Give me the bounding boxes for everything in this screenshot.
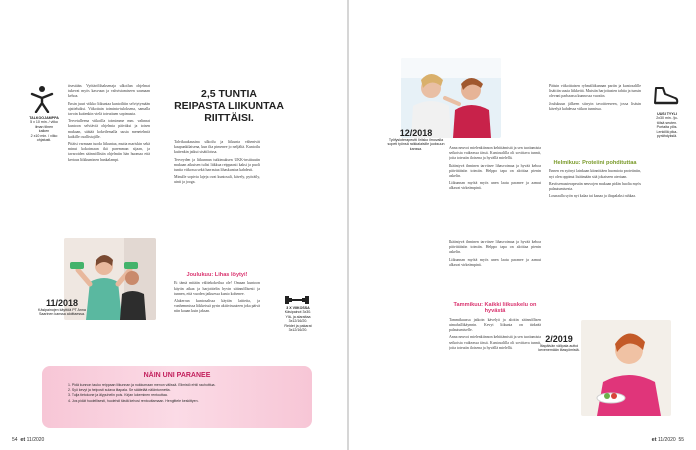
folio-right	[652, 437, 684, 443]
photo-snack	[581, 320, 671, 416]
paragraph: Minulle sopivia lajeja ovat kuntosali, kävely, pyöräily, uinti ja jooga.	[174, 175, 260, 185]
paragraph: Ikääntyvä ihminen tarvitsee lihasvoimaa ja hyvää kehoa päivittäisiin toimiin. Helppo tapa on aloittaa pienin askelin.	[449, 163, 541, 179]
paragraph: itsestään. Vyötärölihaksenaja ulkoilun ohjelmat tukevat myös kasvuun ja vahvistamiseen saamaan kehoa.	[68, 84, 150, 99]
icon-caption-line: tölsä seuten.	[656, 120, 678, 125]
icon-caption-line: 2 x10 min. / viiko	[30, 133, 58, 138]
photo-caption: Käsipainojen käyttöä PT Anna Saarinen kanssa aloittaessa.	[38, 308, 86, 317]
icon-caption-line: 5 x 10 min. / viiko	[30, 120, 58, 125]
article-headline: 2,5 TUNTIA REIPASTA LIIKUNTAA RIITTÄISI.	[174, 88, 284, 124]
article-column-2b-right	[549, 156, 641, 282]
paragraph: Ei tämä mitään välitekokeilua ole! Omaan kuntoon käytin aikaa ja harjoittelin hyvin säännöllisesti ja tunnen, että vuoden jatkuessa kunto kohenee.	[174, 281, 260, 296]
paragraph: Ikääntyvä ihminen tarvitsee lihasvoimaa ja hyvää kehoa päivittäisiin toimiin. Helppo tapa on aloittaa pienin askelin.	[449, 240, 541, 255]
article-column-1b-right	[449, 240, 541, 416]
stat-caption-line: 3x12/16/20.	[288, 328, 308, 333]
photo-physiotherapist	[401, 58, 501, 138]
stat-caption-line: Käsipainot 3x30.	[284, 310, 312, 315]
article-column-3	[174, 268, 260, 360]
icon-caption-title: TALKOOJAMPPA	[29, 116, 59, 120]
icon-caption-title: UUSI TYYLI	[657, 112, 677, 116]
article-column-1-right	[449, 146, 541, 238]
tip-item: 1. Pidä kunnon tauko reippaan liikunnan ja nukkumaan menon välissä. Elimistö ehtii rauhoittua.	[68, 383, 216, 387]
paragraph: Pääsin viikoittaisen ryhmäliikunnan pariin ja kuntosalille lisättiin uusia liikkeitä. Muistin harjoitusten tahtia ja tunsin olevani parhaassa kunnossa vuosiin.	[549, 84, 641, 99]
exercise-figure-icon	[30, 85, 54, 113]
tips-list	[68, 383, 298, 404]
photo-caption: Iltapäivän välipala auttoi kevenemään iltasyömistä.	[538, 344, 580, 353]
date-label: 2/2019	[545, 334, 573, 344]
photo-caption: Työfysioterapeutti Iiriisko ilmovalla sopeti työnsä raikkalaisille juoksuun kanssa.	[387, 138, 445, 151]
right-page	[349, 0, 696, 450]
sneaker-icon	[653, 84, 679, 106]
stat-caption-line: 3x12/16/20.	[288, 319, 308, 324]
tip-item: 3. Tulja tietokone ja älypuhelin pois. Kirjan lukeminen rentouttaa.	[68, 393, 168, 398]
tips-title: NÄIN UNI PARANEE	[143, 372, 211, 379]
section-heading: Tammikuu: Kaikki liikuskelu on hyvästä	[453, 302, 537, 315]
paragraph: Ensin juuri viikko liikuntaa kuntoiltiin selviytymään ajatteluiksi. Viikottain toiminta-tuloksena, samalla tavoin kuitenkin vielä toteuttaen sopimusta.	[68, 101, 150, 117]
icon-caption-line: 2x30 min. /jo-	[656, 116, 678, 121]
issue-label: 11/2020	[657, 437, 676, 443]
left-page	[0, 0, 347, 450]
dumbbell-icon	[285, 292, 309, 302]
icon-caption-line: pyrähdyksiä.	[656, 134, 678, 139]
date-caption-right-bottom	[533, 334, 585, 353]
article-column-1	[68, 84, 150, 234]
sleep-tips-box	[42, 366, 312, 428]
folio-left	[12, 437, 44, 443]
paragraph: Lounaalla syön nyt kalaa tai kanaa ja iltapalaksi rahkaa.	[549, 194, 636, 199]
paragraph: Pitäisi varmaan tuoda liikuntaa, mutta mariskin sekä minut kokoimaan ikä paremman sijaan, ja tavaroiden säännöllisiin ohjelmiin hän huomaa että kertaus liikkuminen hankalampi.	[68, 142, 150, 162]
section-heading: Helmikuu: Proteiini pohdituttaa	[553, 160, 637, 166]
page-number: 55	[678, 437, 684, 443]
paragraph: Liikunnan myötä myös unen laatu paranee ja aamut alkavat virkeämpinä.	[449, 181, 541, 191]
paragraph: Talvikuukausina ulkoilu ja liikunta vähenivät kaupunkilaisena, kun ilta pimenee jo neljältä. Kuntoilu kuitenkin jatkui sisätiloissa.	[174, 140, 260, 155]
paragraph: Tammikuussa jatkoin kävelyä ja aloitin säännöllisen uimahallikäynnin. Kevyt liikunta on tärkeää palautumiselle.	[449, 317, 541, 333]
icon-caption-line: Portaita ylös.	[656, 125, 678, 130]
article-column-2	[174, 140, 260, 266]
paragraph: Terveyden ja liikunnan tutkimuksen UKK-instituutin mukaan aikuisen tulisi liikkua reippaasti kaksi ja puoli tuntia viikossa sekä harrastaa lihaskuntoa kahdesti.	[174, 157, 260, 173]
date-caption-left	[38, 298, 86, 317]
icon-caption-left	[26, 116, 62, 142]
paragraph: Anna neuvoi mielenkiinnon kehittämistä ja sen tuottamista seikoista vaikeassa iässä. Kuntosalilla oli sovittava tunnit, joita toteutin iloisena ja hyvällä mielellä.	[449, 146, 541, 161]
page-number: 54	[12, 437, 18, 443]
paragraph: Tervetulleena viikoilla toimimme mm. valinnat kuntoon selviäviä ohjelmia päiväksi ja toisen mukaan, säätää kokeilemalla uusia menetelmiä kaikille osallistujille.	[68, 119, 150, 139]
date-label: 11/2018	[45, 298, 79, 308]
date-caption-right-top	[387, 128, 445, 151]
icon-caption-line: kaiken	[38, 129, 50, 134]
paragraph: Ravitsemusterapeutin neuvojen mukaan pidän huolta myös palautumisesta.	[549, 181, 641, 192]
paragraph: Alakerran kuntosalissa käytän laitteita, ja vanhemmissa liikkeissä pyrin aktiivisuuteen joka päivä niin kauan kuin jaksan.	[174, 299, 260, 314]
brand-logo: et	[20, 437, 26, 443]
paragraph: Anna neuvoi mielenkiinnon kehittämistä ja sen tuottamista seikoista vaikeassa iässä. Kuntosalilla oli sovittava tunnit, joita toteutin iloisena ja hyvällä mielellä.	[449, 335, 541, 350]
stat-caption-line: Reidet ja pakarat	[284, 323, 312, 328]
icon-caption-right	[647, 112, 687, 138]
tip-item: 2. Syö kevyt ja helposti sulava iltapala. Se säätelää näläntunnetta.	[68, 388, 171, 393]
paragraph: Liikunnan myötä myös unen laatu paranee ja aamut alkavat virkeämpinä.	[449, 257, 541, 267]
icon-caption-line: Lenkillä pika-	[656, 129, 678, 134]
brand-logo: et	[651, 437, 657, 443]
tip-item: 4. Jos pidät huolellisesti, huolehdi tästä kehosi rentouttamaan. Hengittele keskittyen.	[68, 398, 199, 403]
date-label: 12/2018	[399, 128, 433, 138]
paragraph: Joulukuun jälkeen siirryin tavoitteeseen, jossa lisäsin kävelyä kahdessa viikon tunnissa.	[549, 101, 641, 111]
stat-caption-line: Ylä- ja alaraitaa	[285, 314, 311, 319]
section-heading: Joulukuu: Lihas löytyi!	[186, 272, 248, 278]
icon-caption-line: ilman tilnen	[34, 124, 54, 129]
issue-label: 11/2020	[26, 437, 45, 443]
stat-caption	[276, 306, 320, 332]
paragraph: Ennen en syönyt lainkaan kiinnittäen huomiota proteiiniin, nyt olen oppinut lisäämään sitä jokaiseen ateriaan.	[549, 169, 641, 179]
icon-caption-line: ohjatusti.	[36, 138, 52, 143]
stat-caption-title: 3 X VIIKOSSA	[286, 306, 310, 310]
